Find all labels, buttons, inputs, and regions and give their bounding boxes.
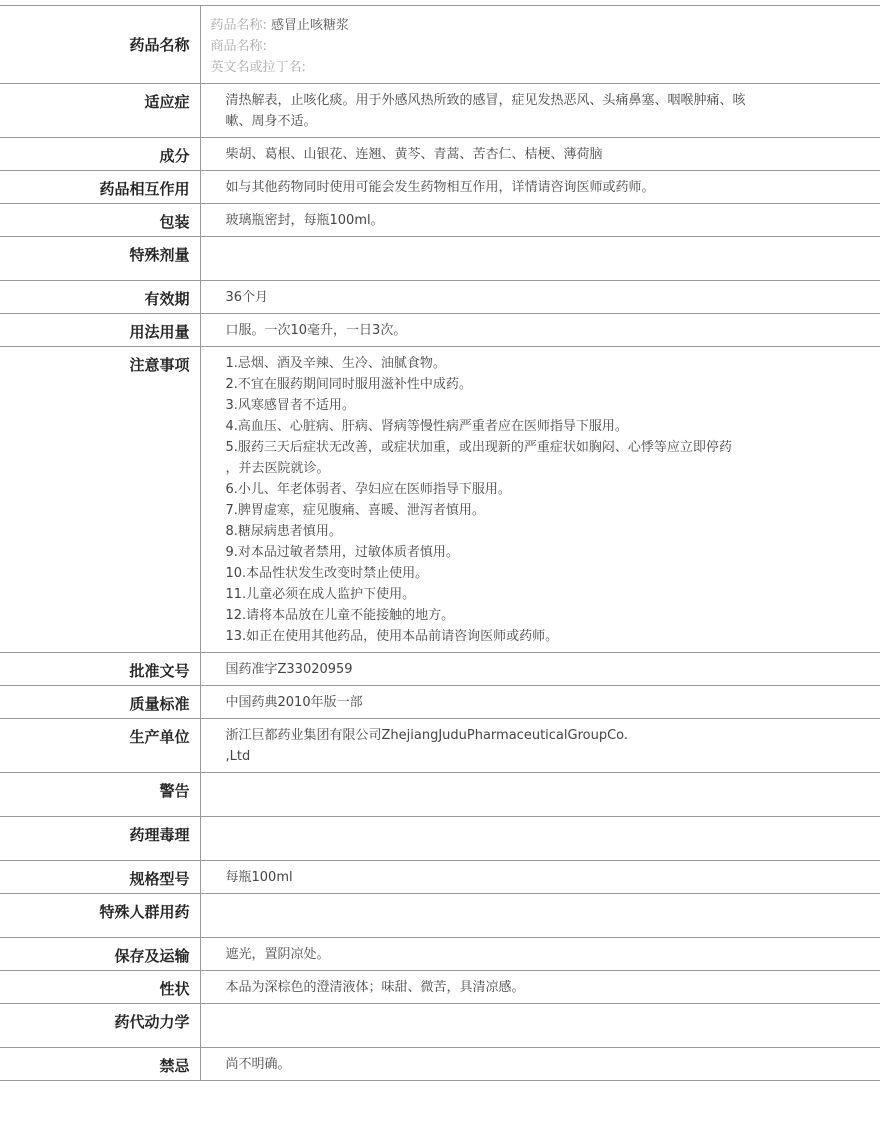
row-packaging [0,204,880,237]
label-special-population: 特殊人群用药 [0,894,200,938]
row-ingredients [0,138,880,171]
precaution-item: 8.糖尿病患者慎用。 [225,524,342,539]
value-special-dosage [200,237,880,281]
precaution-item: 9.对本品过敏者禁用，过敏体质者慎用。 [225,545,459,560]
value-warning [200,773,880,817]
precaution-item: 5.服药三天后症状无改善，或症状加重，或出现新的严重症状如胸闷、心悸等应立即停药 [225,440,732,455]
label-description: 性状 [0,971,200,1004]
row-interactions [0,171,880,204]
row-pharmacokinetics [0,1004,880,1048]
label-interactions: 药品相互作用 [0,171,200,204]
value-approval: 国药准字Z33020959 [200,653,880,686]
value-standard: 中国药典2010年版一部 [200,686,880,719]
label-indications: 适应症 [0,84,200,138]
trade-name-line [211,36,791,57]
precaution-item: 10.本品性状发生改变时禁止使用。 [225,566,429,581]
value-interactions: 如与其他药物同时使用可能会发生药物相互作用，详情请咨询医师或药师。 [200,171,880,204]
indications-line: 嗽、周身不适。 [225,114,317,129]
drug-spec-table [0,5,880,1081]
manufacturer-line: ,Ltd [225,749,251,764]
row-special-dosage [0,237,880,281]
english-name-key: 英文名或拉丁名: [210,60,306,75]
label-special-dosage: 特殊剂量 [0,237,200,281]
row-manufacturer [0,719,880,773]
label-usage: 用法用量 [0,314,200,347]
drug-name-block [200,6,880,84]
precaution-item: 11.儿童必须在成人监护下使用。 [225,587,416,602]
value-pharmacology [200,817,880,861]
row-specification [0,861,880,894]
row-precautions [0,347,880,653]
value-manufacturer [200,719,880,773]
label-specification: 规格型号 [0,861,200,894]
precaution-item: 6.小儿、年老体弱者、孕妇应在医师指导下服用。 [225,482,511,497]
row-usage [0,314,880,347]
value-special-population [200,894,880,938]
label-manufacturer: 生产单位 [0,719,200,773]
row-description [0,971,880,1004]
row-indications [0,84,880,138]
value-shelf-life: 36个月 [200,281,880,314]
label-standard: 质量标准 [0,686,200,719]
row-pharmacology [0,817,880,861]
precaution-item: 1.忌烟、酒及辛辣、生冷、油腻食物。 [225,356,446,371]
english-name-line [211,57,791,78]
precaution-item: 4.高血压、心脏病、肝病、肾病等慢性病严重者应在医师指导下服用。 [225,419,628,434]
value-description: 本品为深棕色的澄清液体；味甜、微苦，具清凉感。 [200,971,880,1004]
drug-name-key: 药品名称: [210,18,267,33]
label-contraindications: 禁忌 [0,1048,200,1081]
label-pharmacokinetics: 药代动力学 [0,1004,200,1048]
precaution-item: 2.不宜在服药期间同时服用滋补性中成药。 [225,377,472,392]
value-ingredients: 柴胡、葛根、山银花、连翘、黄芩、青蒿、苦杏仁、桔梗、薄荷脑 [200,138,880,171]
value-packaging: 玻璃瓶密封，每瓶100ml。 [200,204,880,237]
value-indications [200,84,880,138]
row-contraindications [0,1048,880,1081]
label-shelf-life: 有效期 [0,281,200,314]
value-storage: 遮光，置阴凉处。 [200,938,880,971]
value-usage: 口服。一次10毫升，一日3次。 [200,314,880,347]
drug-name-line [211,15,791,36]
row-approval [0,653,880,686]
row-drug-name [0,6,880,84]
precaution-item: 12.请将本品放在儿童不能接触的地方。 [225,608,455,623]
label-approval: 批准文号 [0,653,200,686]
label-ingredients: 成分 [0,138,200,171]
value-pharmacokinetics [200,1004,880,1048]
row-standard [0,686,880,719]
label-packaging: 包装 [0,204,200,237]
row-shelf-life [0,281,880,314]
drug-name-value: 感冒止咳糖浆 [271,18,350,33]
manufacturer-line: 浙江巨都药业集团有限公司ZhejiangJuduPharmaceuticalGroupCo. [225,728,629,743]
trade-name-key: 商品名称: [210,39,267,54]
label-drug-name: 药品名称 [0,6,200,84]
row-warning [0,773,880,817]
value-precautions [200,347,880,653]
label-warning: 警告 [0,773,200,817]
value-contraindications: 尚不明确。 [200,1048,880,1081]
label-pharmacology: 药理毒理 [0,817,200,861]
row-storage [0,938,880,971]
precaution-item: 3.风寒感冒者不适用。 [225,398,355,413]
precaution-item: 7.脾胃虚寒，症见腹痛、喜暖、泄泻者慎用。 [225,503,485,518]
indications-line: 清热解表，止咳化痰。用于外感风热所致的感冒，症见发热恶风、头痛鼻塞、咽喉肿痛、咳 [225,93,746,108]
label-storage: 保存及运输 [0,938,200,971]
precaution-item: 13.如正在使用其他药品，使用本品前请咨询医师或药师。 [225,629,559,644]
value-specification: 每瓶100ml [200,861,880,894]
label-precautions: 注意事项 [0,347,200,653]
row-special-population [0,894,880,938]
precaution-item: ，并去医院就诊。 [225,461,330,476]
